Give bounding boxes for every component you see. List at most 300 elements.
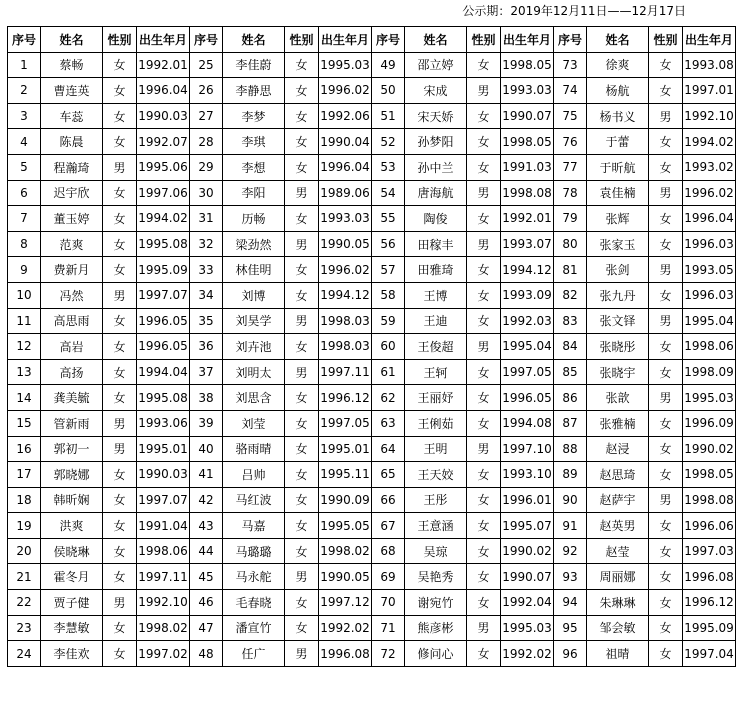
cell-birth: 1996.05 — [137, 334, 190, 360]
cell-birth: 1996.02 — [319, 257, 372, 283]
cell-name: 田雅琦 — [405, 257, 467, 283]
cell-birth: 1995.05 — [319, 513, 372, 539]
cell-birth: 1993.03 — [319, 206, 372, 232]
cell-gender: 男 — [467, 334, 501, 360]
cell-gender: 男 — [649, 103, 683, 129]
cell-gender: 男 — [467, 180, 501, 206]
cell-number: 43 — [190, 513, 223, 539]
cell-name: 管新雨 — [41, 410, 103, 436]
cell-birth: 1995.06 — [137, 154, 190, 180]
cell-gender: 女 — [649, 564, 683, 590]
cell-birth: 1996.02 — [683, 180, 736, 206]
cell-gender: 女 — [649, 538, 683, 564]
cell-number: 64 — [372, 436, 405, 462]
cell-number: 93 — [554, 564, 587, 590]
header-birth: 出生年月 — [137, 27, 190, 53]
cell-name: 李阳 — [223, 180, 285, 206]
cell-birth: 1995.04 — [501, 334, 554, 360]
cell-number: 51 — [372, 103, 405, 129]
cell-birth: 1992.02 — [501, 641, 554, 667]
cell-birth: 1996.04 — [683, 206, 736, 232]
cell-name: 刘博 — [223, 282, 285, 308]
cell-birth: 1994.04 — [137, 359, 190, 385]
cell-birth: 1997.06 — [137, 180, 190, 206]
cell-number: 71 — [372, 615, 405, 641]
cell-name: 潘宣竹 — [223, 615, 285, 641]
cell-name: 刘莹 — [223, 410, 285, 436]
cell-gender: 男 — [649, 257, 683, 283]
cell-number: 1 — [8, 52, 41, 78]
cell-birth: 1996.04 — [319, 154, 372, 180]
cell-name: 张雅楠 — [587, 410, 649, 436]
cell-birth: 1995.09 — [137, 257, 190, 283]
cell-gender: 男 — [103, 436, 137, 462]
cell-number: 63 — [372, 410, 405, 436]
cell-number: 22 — [8, 590, 41, 616]
cell-name: 高岩 — [41, 334, 103, 360]
cell-name: 张晓彤 — [587, 334, 649, 360]
cell-birth: 1995.08 — [137, 231, 190, 257]
cell-name: 赵英男 — [587, 513, 649, 539]
cell-name: 李梦 — [223, 103, 285, 129]
cell-number: 69 — [372, 564, 405, 590]
table-row — [8, 257, 736, 283]
header-birth: 出生年月 — [683, 27, 736, 53]
cell-name: 修问心 — [405, 641, 467, 667]
cell-number: 73 — [554, 52, 587, 78]
cell-number: 15 — [8, 410, 41, 436]
cell-birth: 1998.02 — [137, 615, 190, 641]
cell-gender: 女 — [285, 257, 319, 283]
cell-number: 7 — [8, 206, 41, 232]
cell-gender: 女 — [103, 487, 137, 513]
cell-birth: 1993.05 — [683, 257, 736, 283]
cell-name: 张九丹 — [587, 282, 649, 308]
table-row — [8, 436, 736, 462]
cell-number: 44 — [190, 538, 223, 564]
table-row — [8, 564, 736, 590]
cell-birth: 1993.09 — [501, 282, 554, 308]
header-number: 序号 — [554, 27, 587, 53]
cell-name: 吴艳秀 — [405, 564, 467, 590]
cell-number: 84 — [554, 334, 587, 360]
cell-name: 马永舵 — [223, 564, 285, 590]
cell-birth: 1997.01 — [683, 78, 736, 104]
publicity-period: 公示期：2019年12月11日——12月17日 — [462, 4, 686, 18]
cell-number: 10 — [8, 282, 41, 308]
cell-name: 于昕航 — [587, 154, 649, 180]
cell-gender: 女 — [103, 334, 137, 360]
cell-gender: 男 — [285, 564, 319, 590]
cell-gender: 女 — [103, 231, 137, 257]
cell-number: 60 — [372, 334, 405, 360]
table-row — [8, 103, 736, 129]
cell-number: 41 — [190, 462, 223, 488]
cell-number: 89 — [554, 462, 587, 488]
cell-birth: 1992.01 — [501, 206, 554, 232]
cell-name: 赵莹 — [587, 538, 649, 564]
cell-name: 张辉 — [587, 206, 649, 232]
table-row — [8, 334, 736, 360]
cell-number: 19 — [8, 513, 41, 539]
cell-number: 53 — [372, 154, 405, 180]
cell-gender: 女 — [103, 206, 137, 232]
header-number: 序号 — [8, 27, 41, 53]
cell-gender: 女 — [285, 436, 319, 462]
cell-birth: 1996.09 — [683, 410, 736, 436]
cell-birth: 1993.02 — [683, 154, 736, 180]
cell-gender: 女 — [467, 206, 501, 232]
table-row — [8, 487, 736, 513]
header-number: 序号 — [190, 27, 223, 53]
table-row — [8, 590, 736, 616]
cell-birth: 1990.02 — [683, 436, 736, 462]
cell-name: 赵思琦 — [587, 462, 649, 488]
cell-gender: 男 — [467, 615, 501, 641]
header-birth: 出生年月 — [319, 27, 372, 53]
cell-number: 47 — [190, 615, 223, 641]
cell-gender: 女 — [285, 538, 319, 564]
table-row — [8, 78, 736, 104]
cell-number: 74 — [554, 78, 587, 104]
cell-gender: 女 — [649, 52, 683, 78]
cell-name: 任广 — [223, 641, 285, 667]
cell-name: 祖晴 — [587, 641, 649, 667]
cell-birth: 1998.08 — [683, 487, 736, 513]
cell-birth: 1994.02 — [137, 206, 190, 232]
cell-number: 85 — [554, 359, 587, 385]
cell-number: 13 — [8, 359, 41, 385]
cell-birth: 1989.06 — [319, 180, 372, 206]
cell-name: 田稼丰 — [405, 231, 467, 257]
cell-name: 曹连英 — [41, 78, 103, 104]
cell-number: 52 — [372, 129, 405, 155]
cell-name: 骆雨晴 — [223, 436, 285, 462]
cell-number: 25 — [190, 52, 223, 78]
cell-name: 王轲 — [405, 359, 467, 385]
cell-gender: 女 — [285, 206, 319, 232]
cell-gender: 女 — [467, 462, 501, 488]
cell-gender: 男 — [285, 308, 319, 334]
cell-number: 14 — [8, 385, 41, 411]
cell-number: 27 — [190, 103, 223, 129]
cell-gender: 女 — [285, 385, 319, 411]
cell-name: 吴琼 — [405, 538, 467, 564]
cell-number: 80 — [554, 231, 587, 257]
cell-gender: 女 — [103, 180, 137, 206]
cell-name: 张剑 — [587, 257, 649, 283]
cell-gender: 女 — [285, 487, 319, 513]
cell-name: 陶俊 — [405, 206, 467, 232]
cell-gender: 男 — [285, 359, 319, 385]
header-row — [8, 27, 736, 53]
cell-gender: 女 — [649, 359, 683, 385]
cell-number: 11 — [8, 308, 41, 334]
cell-number: 18 — [8, 487, 41, 513]
cell-gender: 男 — [467, 78, 501, 104]
cell-gender: 女 — [467, 513, 501, 539]
cell-number: 77 — [554, 154, 587, 180]
cell-birth: 1995.04 — [683, 308, 736, 334]
cell-name: 杨航 — [587, 78, 649, 104]
cell-gender: 女 — [103, 359, 137, 385]
cell-birth: 1995.03 — [501, 615, 554, 641]
cell-number: 49 — [372, 52, 405, 78]
cell-name: 陈晨 — [41, 129, 103, 155]
table-row — [8, 410, 736, 436]
cell-name: 谢宛竹 — [405, 590, 467, 616]
cell-name: 范爽 — [41, 231, 103, 257]
cell-name: 刘思含 — [223, 385, 285, 411]
cell-gender: 女 — [285, 78, 319, 104]
cell-name: 王迪 — [405, 308, 467, 334]
cell-number: 87 — [554, 410, 587, 436]
cell-number: 42 — [190, 487, 223, 513]
cell-birth: 1995.08 — [137, 385, 190, 411]
cell-number: 38 — [190, 385, 223, 411]
cell-name: 贾子健 — [41, 590, 103, 616]
cell-birth: 1997.07 — [137, 282, 190, 308]
cell-birth: 1992.06 — [319, 103, 372, 129]
cell-name: 唐海航 — [405, 180, 467, 206]
cell-birth: 1995.03 — [319, 52, 372, 78]
table-row — [8, 615, 736, 641]
cell-birth: 1991.04 — [137, 513, 190, 539]
cell-gender: 女 — [467, 641, 501, 667]
cell-name: 郭晓娜 — [41, 462, 103, 488]
cell-name: 高扬 — [41, 359, 103, 385]
header-name: 姓名 — [223, 27, 285, 53]
cell-gender: 女 — [649, 513, 683, 539]
cell-birth: 1993.03 — [501, 78, 554, 104]
cell-birth: 1995.01 — [319, 436, 372, 462]
cell-name: 马红波 — [223, 487, 285, 513]
cell-name: 蔡畅 — [41, 52, 103, 78]
header-gender: 性别 — [649, 27, 683, 53]
cell-number: 5 — [8, 154, 41, 180]
cell-name: 张歆 — [587, 385, 649, 411]
table-row — [8, 513, 736, 539]
cell-gender: 女 — [285, 334, 319, 360]
cell-birth: 1992.04 — [501, 590, 554, 616]
cell-number: 50 — [372, 78, 405, 104]
cell-birth: 1992.01 — [137, 52, 190, 78]
cell-name: 侯晓琳 — [41, 538, 103, 564]
cell-birth: 1992.03 — [501, 308, 554, 334]
cell-birth: 1996.02 — [319, 78, 372, 104]
cell-number: 56 — [372, 231, 405, 257]
cell-name: 历畅 — [223, 206, 285, 232]
cell-birth: 1990.07 — [501, 564, 554, 590]
cell-number: 82 — [554, 282, 587, 308]
cell-birth: 1996.06 — [683, 513, 736, 539]
cell-name: 熊彦彬 — [405, 615, 467, 641]
cell-birth: 1990.02 — [501, 538, 554, 564]
cell-name: 车蕊 — [41, 103, 103, 129]
cell-gender: 女 — [467, 257, 501, 283]
cell-name: 王明 — [405, 436, 467, 462]
cell-name: 李慧敏 — [41, 615, 103, 641]
cell-gender: 女 — [285, 513, 319, 539]
cell-gender: 女 — [467, 52, 501, 78]
cell-name: 毛春晓 — [223, 590, 285, 616]
cell-gender: 女 — [467, 103, 501, 129]
cell-name: 韩昕娴 — [41, 487, 103, 513]
cell-birth: 1996.08 — [683, 564, 736, 590]
cell-gender: 女 — [467, 308, 501, 334]
cell-name: 李佳欢 — [41, 641, 103, 667]
cell-birth: 1997.11 — [319, 359, 372, 385]
cell-birth: 1997.05 — [501, 359, 554, 385]
cell-birth: 1994.12 — [319, 282, 372, 308]
cell-name: 张晓宇 — [587, 359, 649, 385]
cell-gender: 男 — [467, 436, 501, 462]
cell-number: 39 — [190, 410, 223, 436]
cell-gender: 女 — [649, 154, 683, 180]
cell-name: 赵萨宇 — [587, 487, 649, 513]
cell-gender: 女 — [649, 129, 683, 155]
cell-name: 邵立婷 — [405, 52, 467, 78]
cell-number: 8 — [8, 231, 41, 257]
cell-birth: 1996.04 — [137, 78, 190, 104]
cell-gender: 女 — [467, 282, 501, 308]
cell-name: 王丽妤 — [405, 385, 467, 411]
header-gender: 性别 — [285, 27, 319, 53]
cell-name: 徐爽 — [587, 52, 649, 78]
cell-gender: 女 — [467, 590, 501, 616]
cell-number: 12 — [8, 334, 41, 360]
cell-gender: 女 — [649, 590, 683, 616]
cell-gender: 女 — [103, 462, 137, 488]
cell-gender: 男 — [649, 487, 683, 513]
cell-birth: 1995.09 — [683, 615, 736, 641]
cell-number: 17 — [8, 462, 41, 488]
cell-gender: 女 — [285, 615, 319, 641]
cell-birth: 1992.07 — [137, 129, 190, 155]
cell-birth: 1995.07 — [501, 513, 554, 539]
cell-number: 33 — [190, 257, 223, 283]
cell-gender: 女 — [103, 78, 137, 104]
cell-number: 75 — [554, 103, 587, 129]
cell-number: 54 — [372, 180, 405, 206]
header-gender: 性别 — [103, 27, 137, 53]
cell-birth: 1990.07 — [501, 103, 554, 129]
table-row — [8, 282, 736, 308]
cell-number: 57 — [372, 257, 405, 283]
cell-gender: 男 — [467, 231, 501, 257]
cell-birth: 1993.10 — [501, 462, 554, 488]
cell-number: 59 — [372, 308, 405, 334]
cell-gender: 女 — [103, 564, 137, 590]
cell-name: 冯然 — [41, 282, 103, 308]
cell-birth: 1994.08 — [501, 410, 554, 436]
cell-gender: 女 — [285, 590, 319, 616]
cell-name: 龚美毓 — [41, 385, 103, 411]
table-row — [8, 385, 736, 411]
cell-gender: 女 — [103, 257, 137, 283]
cell-gender: 女 — [649, 462, 683, 488]
cell-gender: 女 — [649, 206, 683, 232]
cell-number: 37 — [190, 359, 223, 385]
cell-number: 46 — [190, 590, 223, 616]
cell-name: 孙梦阳 — [405, 129, 467, 155]
cell-birth: 1997.10 — [501, 436, 554, 462]
cell-gender: 女 — [103, 308, 137, 334]
cell-number: 32 — [190, 231, 223, 257]
cell-name: 宋天娇 — [405, 103, 467, 129]
cell-number: 62 — [372, 385, 405, 411]
cell-gender: 女 — [285, 462, 319, 488]
cell-name: 吕帅 — [223, 462, 285, 488]
cell-gender: 男 — [649, 385, 683, 411]
cell-gender: 女 — [467, 154, 501, 180]
cell-gender: 女 — [467, 385, 501, 411]
cell-name: 王俐茹 — [405, 410, 467, 436]
cell-gender: 女 — [103, 103, 137, 129]
cell-birth: 1997.05 — [319, 410, 372, 436]
cell-gender: 女 — [103, 538, 137, 564]
cell-birth: 1997.07 — [137, 487, 190, 513]
cell-name: 宋成 — [405, 78, 467, 104]
cell-number: 6 — [8, 180, 41, 206]
cell-birth: 1996.03 — [683, 231, 736, 257]
cell-birth: 1996.01 — [501, 487, 554, 513]
cell-gender: 女 — [285, 282, 319, 308]
cell-birth: 1998.05 — [501, 52, 554, 78]
cell-birth: 1991.03 — [501, 154, 554, 180]
cell-number: 24 — [8, 641, 41, 667]
cell-birth: 1992.10 — [683, 103, 736, 129]
table-row — [8, 129, 736, 155]
cell-number: 61 — [372, 359, 405, 385]
cell-birth: 1990.03 — [137, 103, 190, 129]
cell-birth: 1998.03 — [319, 308, 372, 334]
cell-name: 洪爽 — [41, 513, 103, 539]
table-row — [8, 462, 736, 488]
cell-birth: 1993.07 — [501, 231, 554, 257]
cell-gender: 女 — [649, 436, 683, 462]
cell-number: 30 — [190, 180, 223, 206]
table-row — [8, 154, 736, 180]
cell-birth: 1998.09 — [683, 359, 736, 385]
table-row — [8, 231, 736, 257]
cell-gender: 女 — [467, 359, 501, 385]
cell-gender: 女 — [649, 615, 683, 641]
cell-gender: 男 — [103, 410, 137, 436]
cell-number: 92 — [554, 538, 587, 564]
cell-gender: 女 — [103, 129, 137, 155]
cell-name: 邹会敏 — [587, 615, 649, 641]
header-number: 序号 — [372, 27, 405, 53]
cell-name: 于蕾 — [587, 129, 649, 155]
cell-gender: 女 — [103, 52, 137, 78]
cell-gender: 男 — [285, 231, 319, 257]
cell-birth: 1997.11 — [137, 564, 190, 590]
cell-number: 68 — [372, 538, 405, 564]
cell-gender: 女 — [103, 385, 137, 411]
cell-name: 刘昊学 — [223, 308, 285, 334]
table-row — [8, 308, 736, 334]
cell-gender: 女 — [285, 410, 319, 436]
cell-gender: 女 — [285, 154, 319, 180]
cell-birth: 1990.09 — [319, 487, 372, 513]
cell-birth: 1998.03 — [319, 334, 372, 360]
cell-gender: 女 — [285, 129, 319, 155]
header-name: 姓名 — [587, 27, 649, 53]
cell-name: 霍冬月 — [41, 564, 103, 590]
cell-name: 刘卉池 — [223, 334, 285, 360]
header-birth: 出生年月 — [501, 27, 554, 53]
